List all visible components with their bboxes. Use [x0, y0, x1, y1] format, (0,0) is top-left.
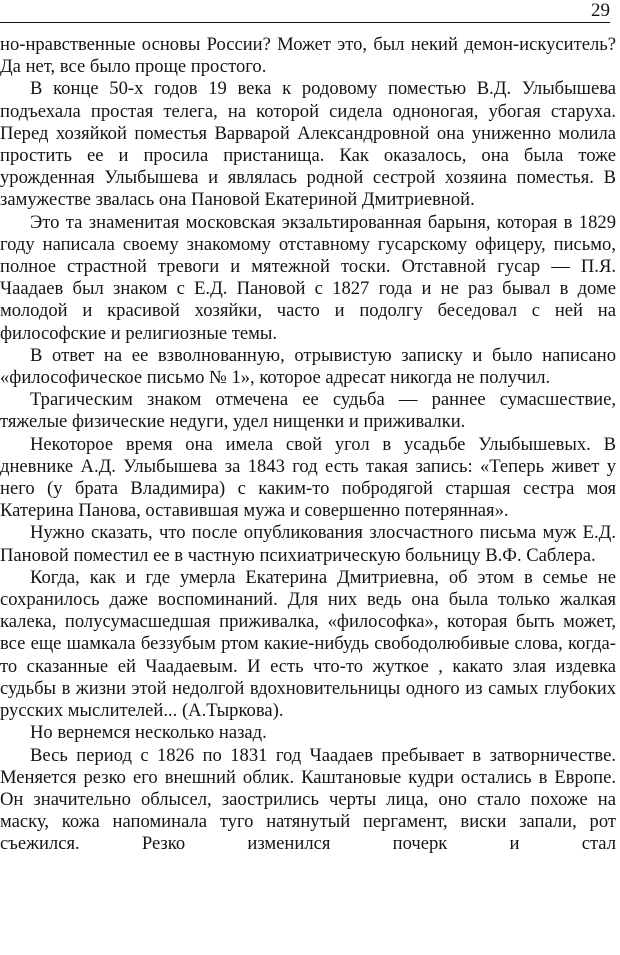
page-number: 29 [591, 0, 610, 21]
paragraph: В ответ на ее взволнованную, отрывистую записку и было написано «философическое письмо № 1», которое адресат никогда не получил. [0, 344, 616, 389]
paragraph: Трагическим знаком отмечена ее судьба — раннее сумасшествие, тяжелые физические недуги, удел нищенки и приживалки. [0, 389, 616, 433]
paragraph: Весь период с 1826 по 1831 год Чаадаев пребывает в затворничестве. Меняется резко его внешний облик. Каштановые кудри остались в Европе. Он значительно облысел, заострились черты лица, оно стало похоже на маску, кожа напоминала туго натянутый пергамент, виски запали, рот съежился. Резко изменился почерк и стал [0, 744, 616, 855]
running-header [0, 0, 620, 24]
paragraph: Когда, как и где умерла Екатерина Дмитриевна, об этом в семье не сохранилось даже воспоминаний. Для них ведь она была только жалкая калека, полусумасшедшая приживалка, «философка», которая быть может, все еще шамкала беззубым ртом какие-нибудь свободолюбивые слова, когда-то сказанные ей Чаадаевым. И есть что-то жуткое , какато злая издевка судьбы в жизни этой недолгой вдохновительницы одного из самых глубоких русских мыслителей... (А.Тыркова). [0, 566, 616, 722]
paragraph: В конце 50-х годов 19 века к родовому поместью В.Д. Улыбышева подъехала простая телега, на которой сидела одноногая, убогая старуха. Перед хозяйкой поместья Варварой Александровной она униженно молила простить ее и просила пристанища. Как оказалось, она была тоже урожденная Улыбышева и являлась родной сестрой хозяина поместья. В замужестве звалась она Пановой Екатериной Дмитриевной. [0, 78, 616, 211]
paragraph: Это та знаменитая московская экзальтированная барыня, которая в 1829 году написала своему знакомому отставному гусарскому офицеру, письмо, полное страстной тревоги и мятежной тоски. Отставной гусар — П.Я. Чаадаев был знаком с Е.Д. Пановой с 1827 года и не раз бывал в доме молодой и красивой хозяйки, часто и подолгу беседовал с ней на философские и религиозные темы. [0, 211, 616, 344]
body-text [0, 34, 616, 856]
header-rule [0, 22, 610, 23]
paragraph: но-нравственные основы России? Может это, был некий демон-искуситель? Да нет, все было проще простого. [0, 34, 616, 78]
paragraph: Нужно сказать, что после опубликования злосчастного письма муж Е.Д. Пановой поместил ее в частную психиатрическую больницу В.Ф. Саблера. [0, 522, 616, 566]
paragraph: Но вернемся несколько назад. [30, 722, 267, 744]
paragraph: Некоторое время она имела свой угол в усадьбе Улыбышевых. В дневнике А.Д. Улыбышева за 1843 год есть такая запись: «Теперь живет у него (у брата Владимира) с каким-то побродягой старшая сестра моя Катерина Панова, оставившая мужа и совершенно потерянная». [0, 433, 616, 522]
